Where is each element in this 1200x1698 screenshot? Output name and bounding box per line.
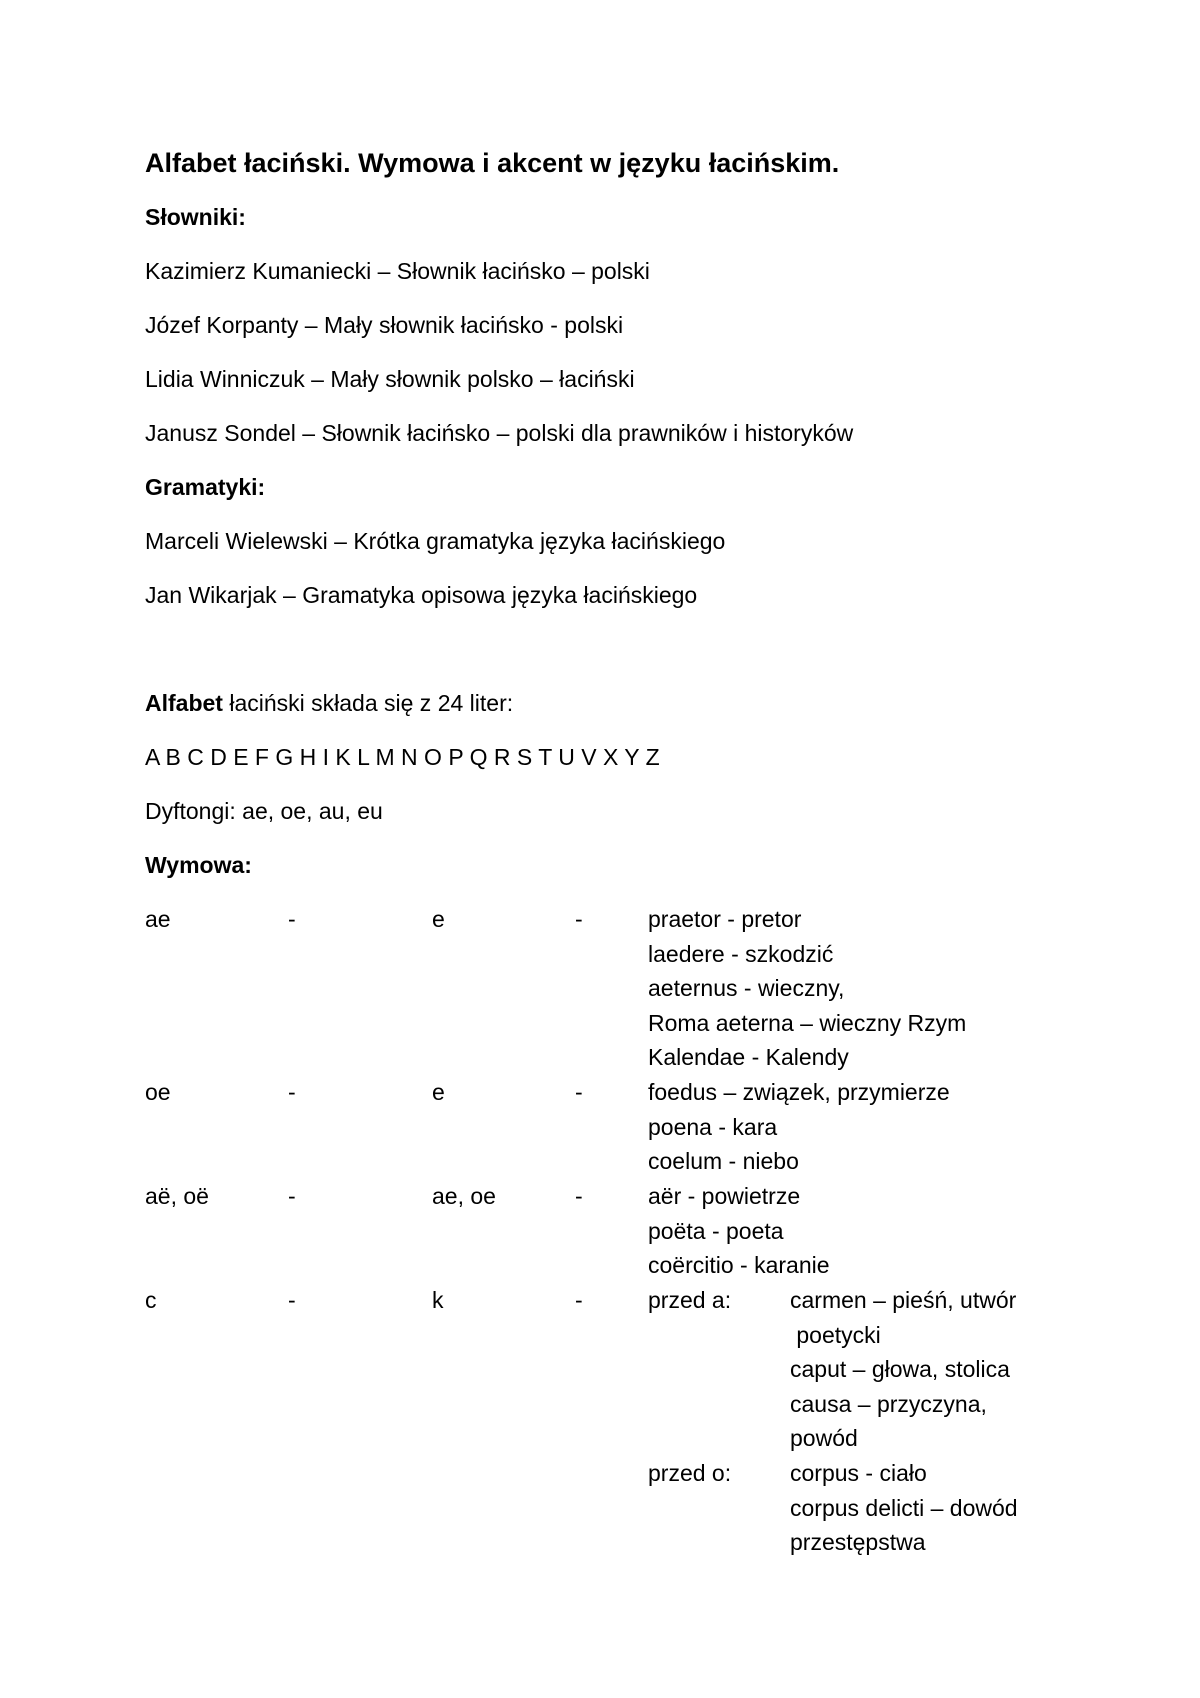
alphabet-intro-bold: Alfabet bbox=[145, 690, 223, 716]
row-examples bbox=[648, 1179, 830, 1283]
example-line: foedus – związek, przymierze bbox=[648, 1079, 950, 1105]
row-dash: - bbox=[288, 1287, 296, 1313]
grammar-item: Jan Wikarjak – Gramatyka opisowa języka łacińskiego bbox=[145, 582, 698, 608]
example-line: caput – głowa, stolica bbox=[790, 1356, 1010, 1382]
row-dash: - bbox=[575, 906, 583, 932]
alphabet-intro-rest: łaciński składa się z 24 liter: bbox=[222, 690, 514, 716]
row-examples bbox=[648, 902, 966, 1075]
row-examples bbox=[648, 1075, 950, 1179]
dictionary-item: Janusz Sondel – Słownik łacińsko – polski dla prawników i historyków bbox=[145, 420, 854, 446]
dictionary-item: Lidia Winniczuk – Mały słownik polsko – łaciński bbox=[145, 366, 635, 392]
example-line: corpus - ciało bbox=[790, 1460, 927, 1486]
example-line: poëta - poeta bbox=[648, 1217, 784, 1244]
example-line: praetor - pretor bbox=[648, 906, 802, 932]
example-line: corpus delicti – dowód bbox=[790, 1494, 1018, 1521]
row-letter: aë, oë bbox=[145, 1183, 209, 1209]
alphabet-letters: A B C D E F G H I K L M N O P Q R S T U V X Y Z bbox=[145, 744, 660, 770]
group-label: przed a: bbox=[648, 1287, 732, 1313]
page-title: Alfabet łaciński. Wymowa i akcent w języku łacińskim. bbox=[145, 148, 840, 178]
example-line: przestępstwa bbox=[790, 1529, 926, 1555]
example-line: poetycki bbox=[790, 1321, 881, 1348]
row-dash: - bbox=[575, 1183, 583, 1209]
row-letter: ae bbox=[145, 906, 171, 932]
alphabet-intro bbox=[145, 690, 513, 717]
group-label: przed o: bbox=[648, 1460, 732, 1486]
dictionary-item: Kazimierz Kumaniecki – Słownik łacińsko – polski bbox=[145, 258, 650, 284]
row-sound: ae, oe bbox=[432, 1183, 496, 1209]
example-line: Kalendae - Kalendy bbox=[648, 1044, 849, 1070]
example-line: carmen – pieśń, utwór bbox=[790, 1287, 1017, 1313]
row-dash: - bbox=[288, 1079, 296, 1105]
row-letter: c bbox=[145, 1287, 157, 1313]
row-sound: k bbox=[432, 1287, 444, 1313]
row-dash: - bbox=[575, 1079, 583, 1105]
grammars-heading: Gramatyki: bbox=[145, 474, 266, 500]
example-line: causa – przyczyna, bbox=[790, 1390, 987, 1417]
example-line: poena - kara bbox=[648, 1113, 778, 1140]
row-dash: - bbox=[288, 906, 296, 932]
dictionary-item: Józef Korpanty – Mały słownik łacińsko - polski bbox=[145, 312, 624, 338]
dictionaries-heading: Słowniki: bbox=[145, 204, 246, 230]
group-examples bbox=[790, 1283, 1016, 1456]
row-sound: e bbox=[432, 906, 445, 932]
pronunciation-heading: Wymowa: bbox=[145, 852, 252, 878]
row-sound: e bbox=[432, 1079, 445, 1105]
group-examples bbox=[790, 1456, 1018, 1560]
example-line: coërcitio - karanie bbox=[648, 1252, 830, 1278]
row-dash: - bbox=[288, 1183, 296, 1209]
example-line: Roma aeterna – wieczny Rzym bbox=[648, 1009, 967, 1036]
example-line: coelum - niebo bbox=[648, 1148, 799, 1174]
row-letter: oe bbox=[145, 1079, 171, 1105]
example-line: aër - powietrze bbox=[648, 1183, 801, 1209]
grammar-item: Marceli Wielewski – Krótka gramatyka języka łacińskiego bbox=[145, 528, 726, 554]
example-line: powód bbox=[790, 1425, 858, 1451]
row-dash: - bbox=[575, 1287, 583, 1313]
example-line: aeternus - wieczny, bbox=[648, 975, 845, 1001]
example-line: laedere - szkodzić bbox=[648, 940, 834, 967]
diphthongs-line: Dyftongi: ae, oe, au, eu bbox=[145, 798, 383, 824]
